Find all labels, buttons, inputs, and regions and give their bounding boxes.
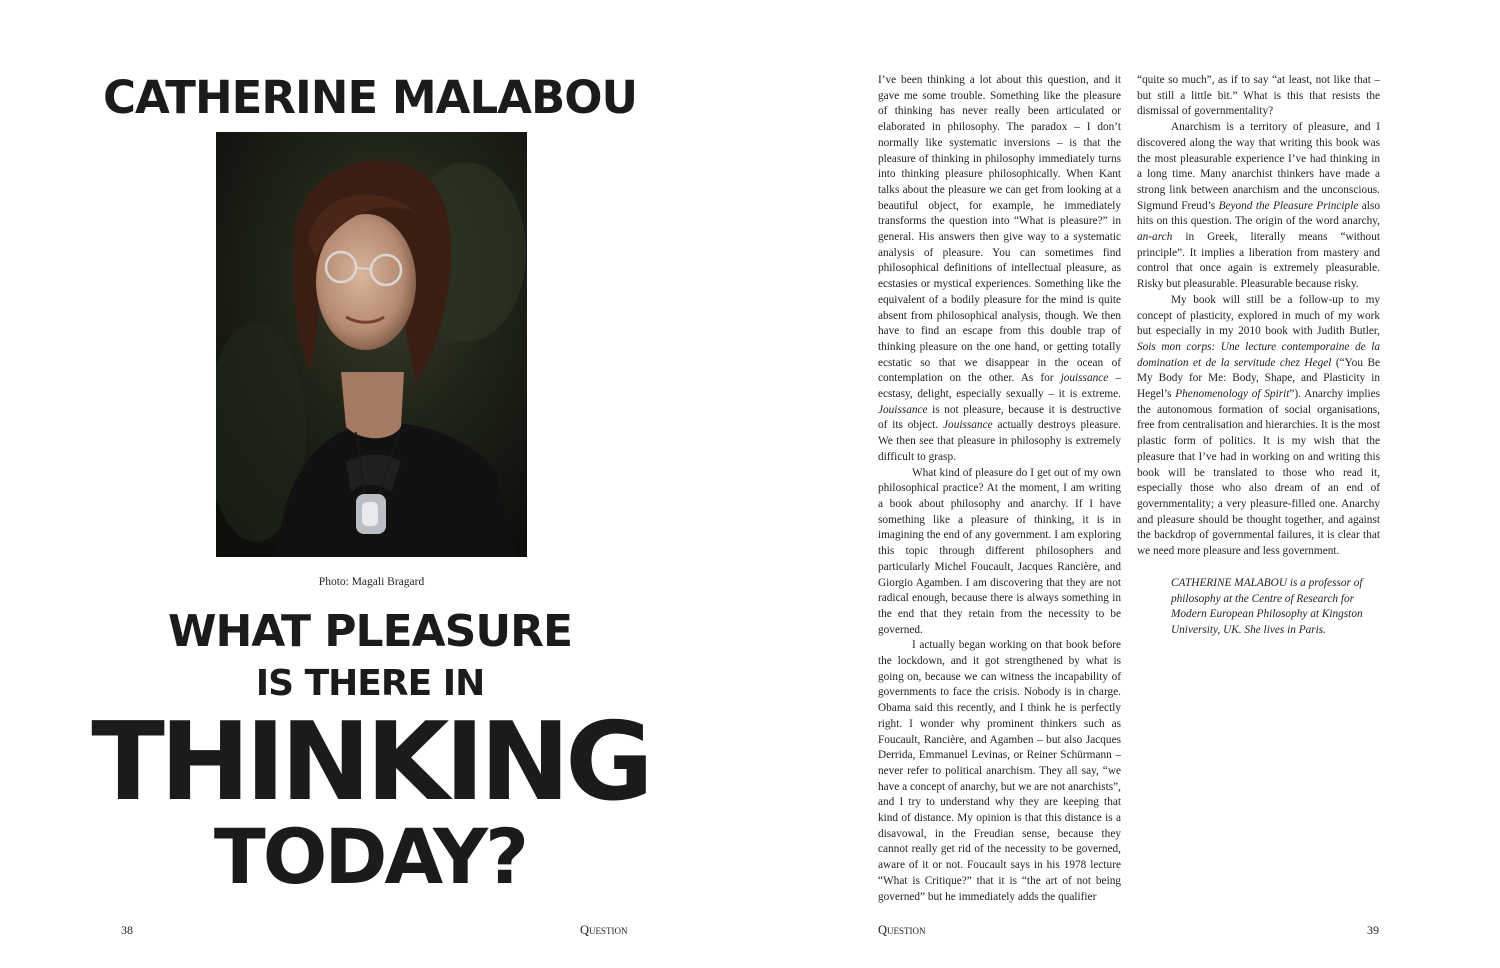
headline-line-1: WHAT PLEASURE: [167, 606, 573, 657]
portrait-photo: [216, 132, 527, 557]
paragraph: What kind of pleasure do I get out of my own philosophical practice? At the moment, I am writing a book about philosophy and anarchy. If I have something like a pleasure of thinking, it is in imagining the end of any government. I am exploring this topic through different philosophers and particularly Michel Foucault, Jacques Rancière, and Giorgio Agamben. I am discovering that they are not radical enough, because there is always something in the end that they retain from the necessity to be governed.: [878, 466, 1121, 636]
paragraph: My book will still be a follow-up to my concept of plasticity, explored in much of my work but especially in my 2010 book with Judith Butler, Sois mon corps: Une lecture contemporaine de la domination et de la servitude chez Hegel (“You Be My Body for Me: Body, Shape, and Plasticity in Hegel’s Phenomenology of Spirit”). Anarchy implies the autonomous formation of social organisations, free from centralisation and hierarchies. It is the most plastic form of politics. It is my wish that the pleasure that I’ve had in working on and writing this book will be translated to those who read it, especially those who also dream of an end of governmentality; a very pleasure-filled one. Anarchy and pleasure should be thought together, and against the backdrop of governmental failures, it is clear that we need more pleasure and less government.: [1137, 293, 1381, 558]
text-column-2: [1137, 73, 1380, 639]
running-title-right: Question: [878, 923, 926, 937]
headline: [60, 605, 680, 899]
author-name: CATHERINE MALABOU: [102, 71, 638, 124]
headline-line-2: IS THERE IN: [255, 663, 485, 704]
portrait-illustration: [216, 132, 527, 557]
headline-line-4: TODAY?: [213, 812, 527, 901]
running-title-left: Question: [580, 923, 628, 937]
text-column-1: [878, 73, 1121, 905]
paragraph: “quite so much”, as if to say “at least, not like that – but still a little bit.” What is this that resists the dismissal of governmentality?: [1137, 74, 1380, 118]
author-bio: CATHERINE MALABOU is a professor of philosophy at the Centre of Research for Modern European Philosophy at Kingston University, UK. She lives in Paris.: [1171, 576, 1363, 636]
paragraph: I actually began working on that book before the lockdown, and it got strengthened by what is going on, because we can witness the incapability of governments to face the crisis. Nobody is in charge. Obama said this recently, and I think he is perfectly right. I wonder why prominent thinkers such as Foucault, Rancière, and Agamben – but also Jacques Derrida, Emmanuel Levinas, or Reiner Schürmann – never refer to political anarchism. They all say, “we have a concept of anarchy, but we are not anarchists”, and I try to understand why they are keeping that kind of distance. My opinion is that this distance is a disavowal, in the Freudian sense, because they cannot really get rid of the necessity to be governed, aware of it or not. Foucault says in his 1978 lecture “What is Critique?” that it is “the art of not being governed” but he immediately adds the qualifier: [878, 639, 1121, 903]
page-number-right: 39: [1367, 923, 1379, 937]
paragraph: I’ve been thinking a lot about this question, and it gave me some trouble. Something like the pleasure of thinking has never really been articulated or elaborated in philosophy. The paradox – I don’t normally like systematic inversions – is that the pleasure of thinking in philosophy immediately turns into thinking pleasure philosophically. When Kant talks about the pleasure we can get from looking at a beautiful object, for example, he immediately transforms the question into “What is pleasure?” in general. His answers then give way to a systematic analysis of pleasure. You can sometimes find philosophical definitions of intellectual pleasure, as ecstasies or mystical experiences. Something like the equivalent of a bodily pleasure for the mind is quite absent from philosophical analysis, though. We then have to find an escape from this double trap of thinking pleasure on the one hand, or getting totally ecstatic so that we disappear in the ocean of contemplation on the other. As for jouissance – ecstasy, delight, especially sexually – it is extreme. Jouissance is not pleasure, because it is destructive of its object. Jouissance actually destroys pleasure. We then see that pleasure in philosophy is extremely difficult to grasp.: [878, 74, 1121, 463]
photo-caption: Photo: Magali Bragard: [318, 576, 425, 588]
headline-line-3: THINKING: [91, 700, 649, 825]
page-number-left: 38: [121, 923, 133, 937]
paragraph: Anarchism is a territory of pleasure, and I discovered along the way that writing this book was the most pleasurable experience I’ve had thinking in a long time. Many anarchist thinkers have made a strong link between anarchism and the unconscious. Sigmund Freud’s Beyond the Pleasure Principle also hits on this question. The origin of the word anarchy, an-arch in Greek, literally means “without principle”. It implies a liberation from mastery and control that once again is extremely pleasurable. Risky but pleasurable. Pleasurable because risky.: [1137, 121, 1380, 291]
